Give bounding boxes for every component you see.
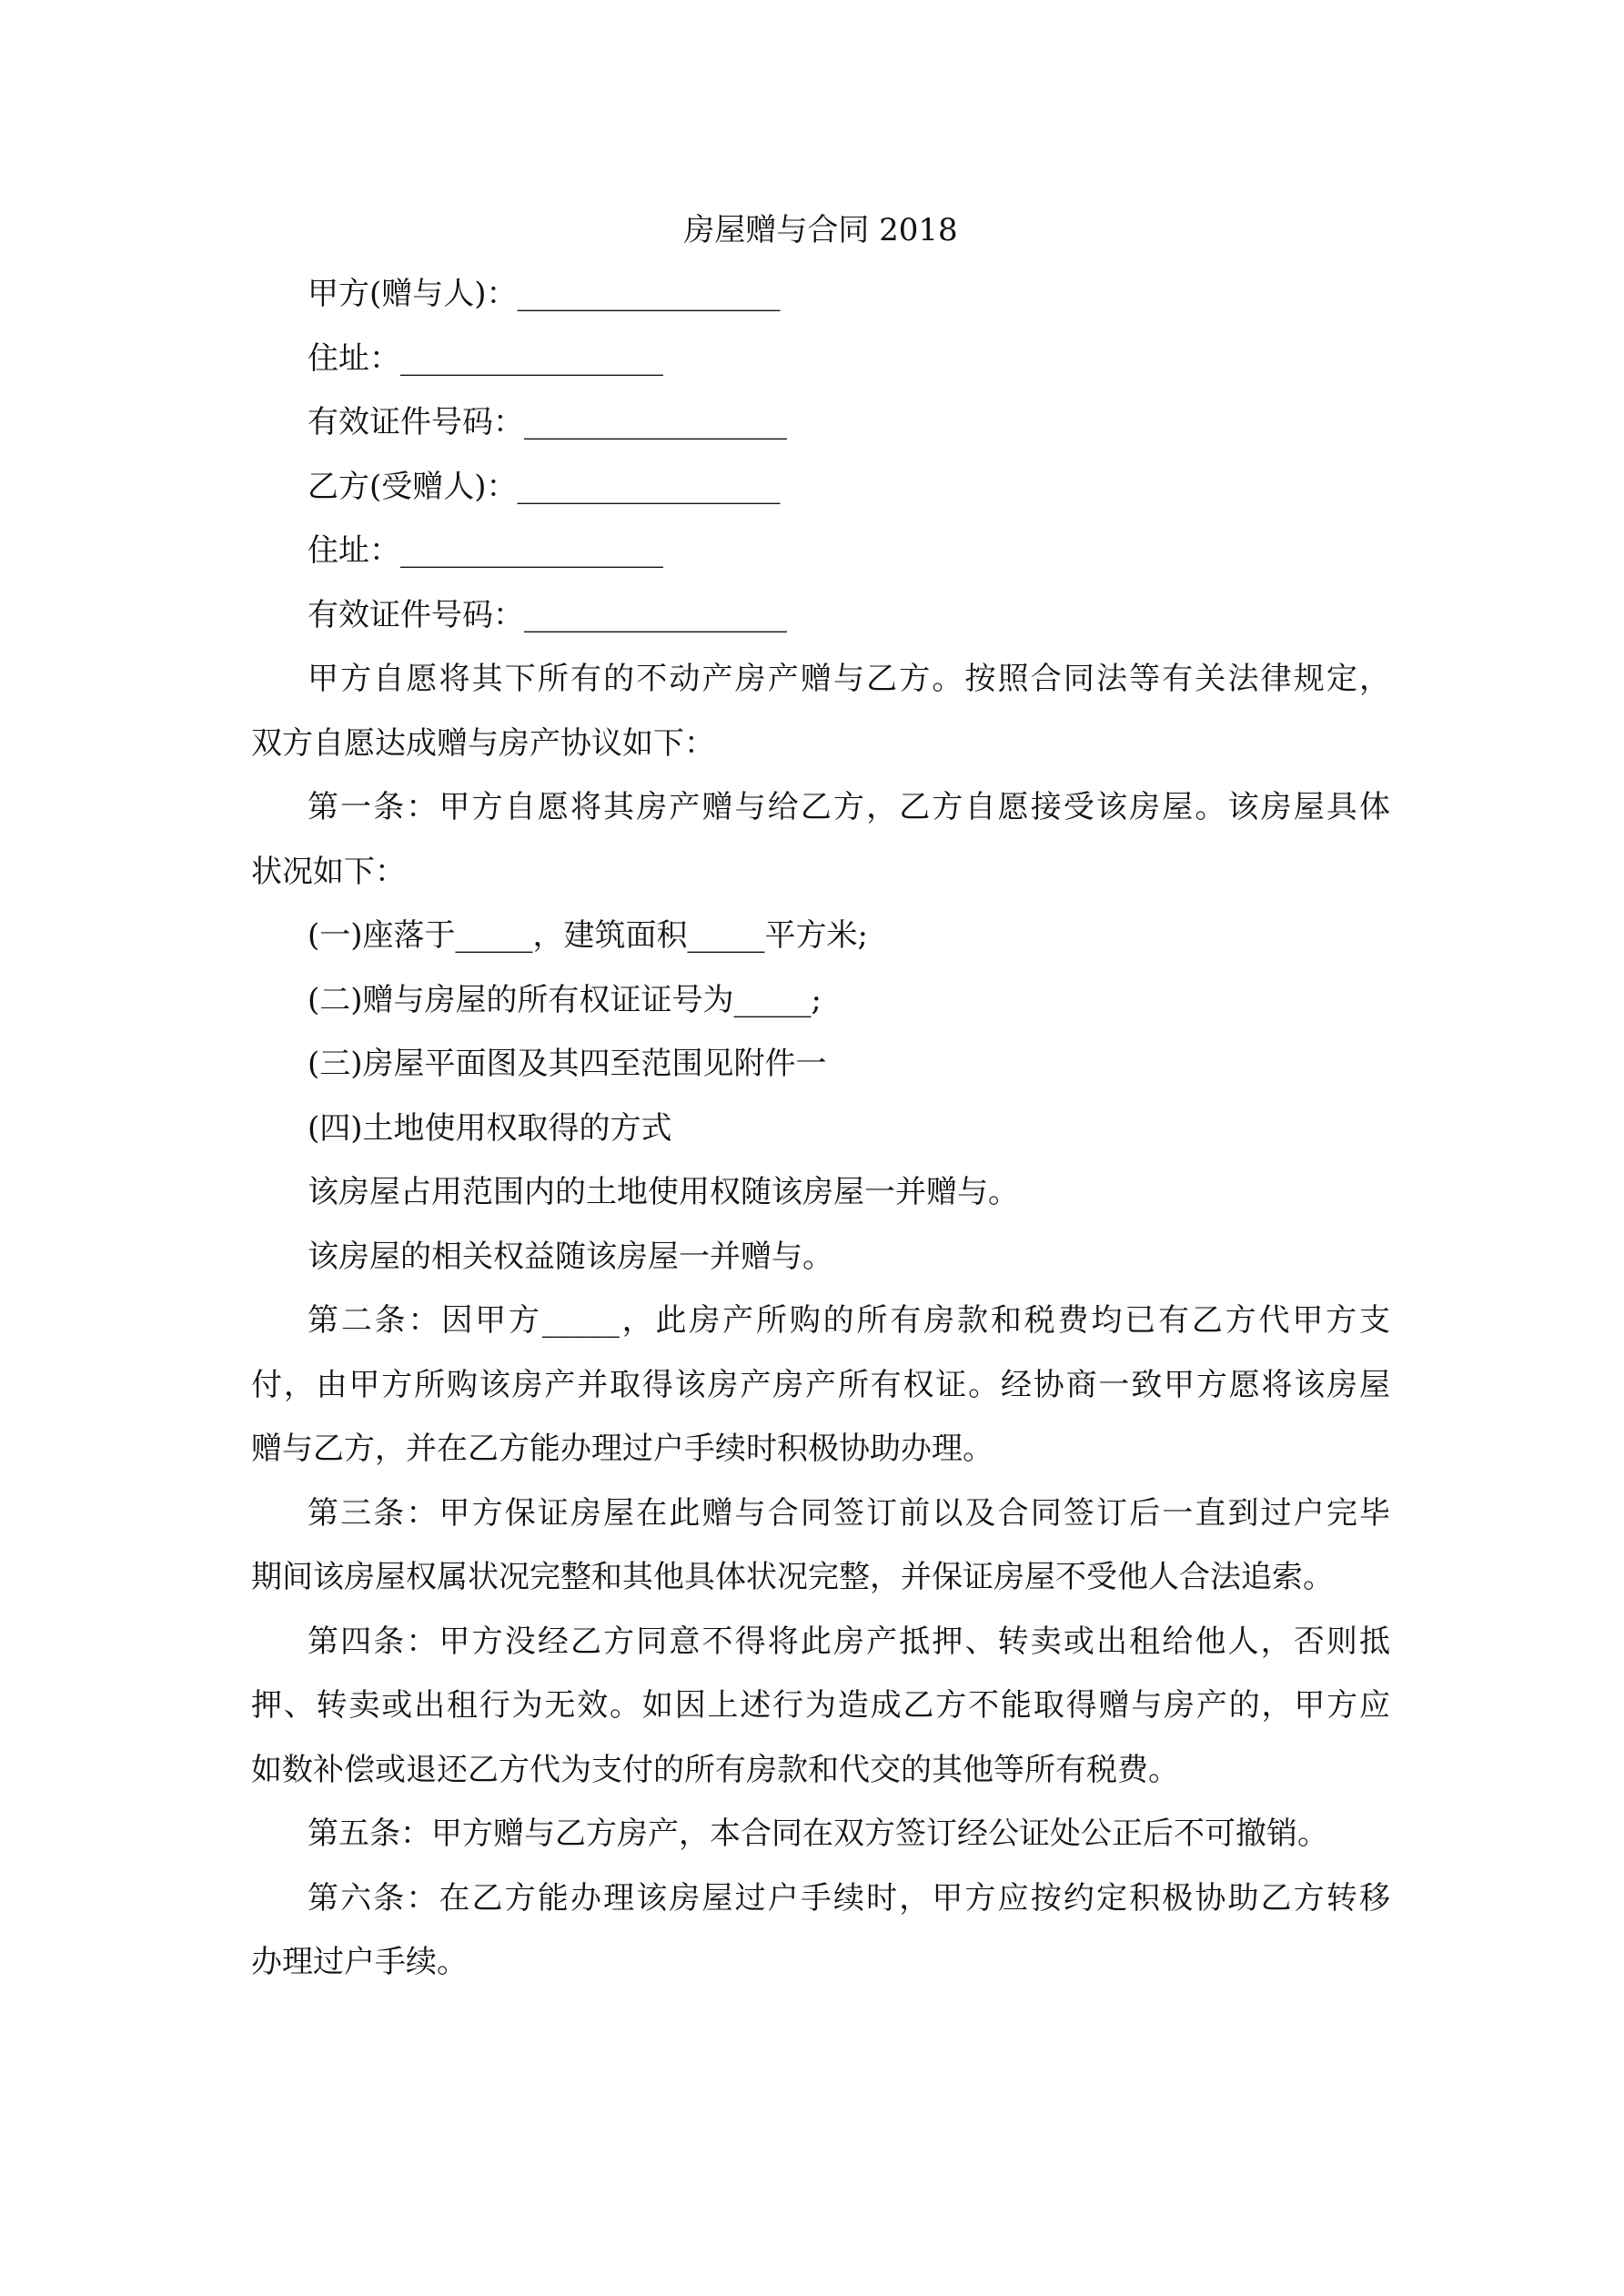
party-field: 乙方(受赠人)：_________________ — [308, 468, 781, 505]
party-field: 有效证件号码：_________________ — [308, 404, 787, 440]
paragraph-line: (四)土地使用权取得的方式 — [308, 1109, 672, 1147]
document-page — [251, 198, 1390, 1995]
paragraph — [251, 647, 1390, 775]
paragraph — [251, 1032, 1390, 1097]
paragraph-line: (三)房屋平面图及其四至范围见附件一 — [308, 1046, 827, 1082]
paragraph-line: 付，由甲方所购该房产并取得该房产房产所有权证。经协商一致甲方愿将该房屋 — [251, 1366, 1390, 1403]
paragraph-line: 该房屋占用范围内的土地使用权随该房屋一并赠与。 — [308, 1174, 1019, 1210]
paragraph-line: 第一条：甲方自愿将其房产赠与给乙方，乙方自愿接受该房屋。该房屋具体 — [308, 789, 1390, 825]
party-fields — [251, 262, 1390, 647]
contract-body — [251, 647, 1390, 1995]
paragraph-line: 该房屋的相关权益随该房屋一并赠与。 — [308, 1238, 833, 1275]
paragraph-line: 双方自愿达成赠与房产协议如下： — [251, 724, 715, 762]
party-field: 住址：_________________ — [308, 532, 663, 569]
paragraph — [251, 1866, 1390, 1995]
paragraph — [251, 904, 1390, 968]
paragraph-line: 状况如下： — [251, 853, 406, 890]
paragraph — [251, 1482, 1390, 1610]
party-field: 甲方(赠与人)：_________________ — [308, 276, 781, 312]
paragraph — [251, 1610, 1390, 1803]
paragraph — [251, 775, 1390, 904]
party-field: 住址：_________________ — [308, 339, 663, 377]
paragraph-line: 如数补偿或退还乙方代为支付的所有房款和代交的其他等所有税费。 — [251, 1751, 1179, 1788]
paragraph-line: 期间该房屋权属状况完整和其他具体状况完整，并保证房屋不受他人合法追索。 — [251, 1559, 1334, 1595]
paragraph — [251, 1160, 1390, 1225]
paragraph-line: 第二条：因甲方_____，此房产所购的所有房款和税费均已有乙方代甲方支 — [308, 1302, 1390, 1339]
paragraph-line: 赠与乙方，并在乙方能办理过户手续时积极协助办理。 — [251, 1431, 994, 1467]
paragraph-line: 甲方自愿将其下所有的不动产房产赠与乙方。按照合同法等有关法律规定， — [308, 661, 1390, 697]
paragraph — [251, 1289, 1390, 1482]
paragraph-line: 第四条：甲方没经乙方同意不得将此房产抵押、转卖或出租给他人，否则抵 — [308, 1623, 1390, 1660]
paragraph-line: (一)座落于_____，建筑面积_____平方米; — [308, 917, 868, 954]
paragraph-line: 第三条：甲方保证房屋在此赠与合同签订前以及合同签订后一直到过户完毕 — [308, 1494, 1390, 1532]
party-field: 有效证件号码：_________________ — [308, 596, 787, 633]
paragraph-line: (二)赠与房屋的所有权证证号为_____; — [308, 981, 822, 1018]
paragraph-line: 办理过户手续。 — [251, 1944, 468, 1980]
paragraph-line: 第六条：在乙方能办理该房屋过户手续时，甲方应按约定积极协助乙方转移 — [308, 1879, 1390, 1917]
paragraph — [251, 968, 1390, 1033]
document-title: 房屋赠与合同 2018 — [683, 212, 958, 248]
paragraph — [251, 1225, 1390, 1290]
paragraph — [251, 1802, 1390, 1866]
paragraph-line: 第五条：甲方赠与乙方房产，本合同在双方签订经公证处公正后不可撤销。 — [308, 1816, 1328, 1852]
paragraph — [251, 1097, 1390, 1161]
paragraph-line: 押、转卖或出租行为无效。如因上述行为造成乙方不能取得赠与房产的，甲方应 — [251, 1687, 1390, 1724]
